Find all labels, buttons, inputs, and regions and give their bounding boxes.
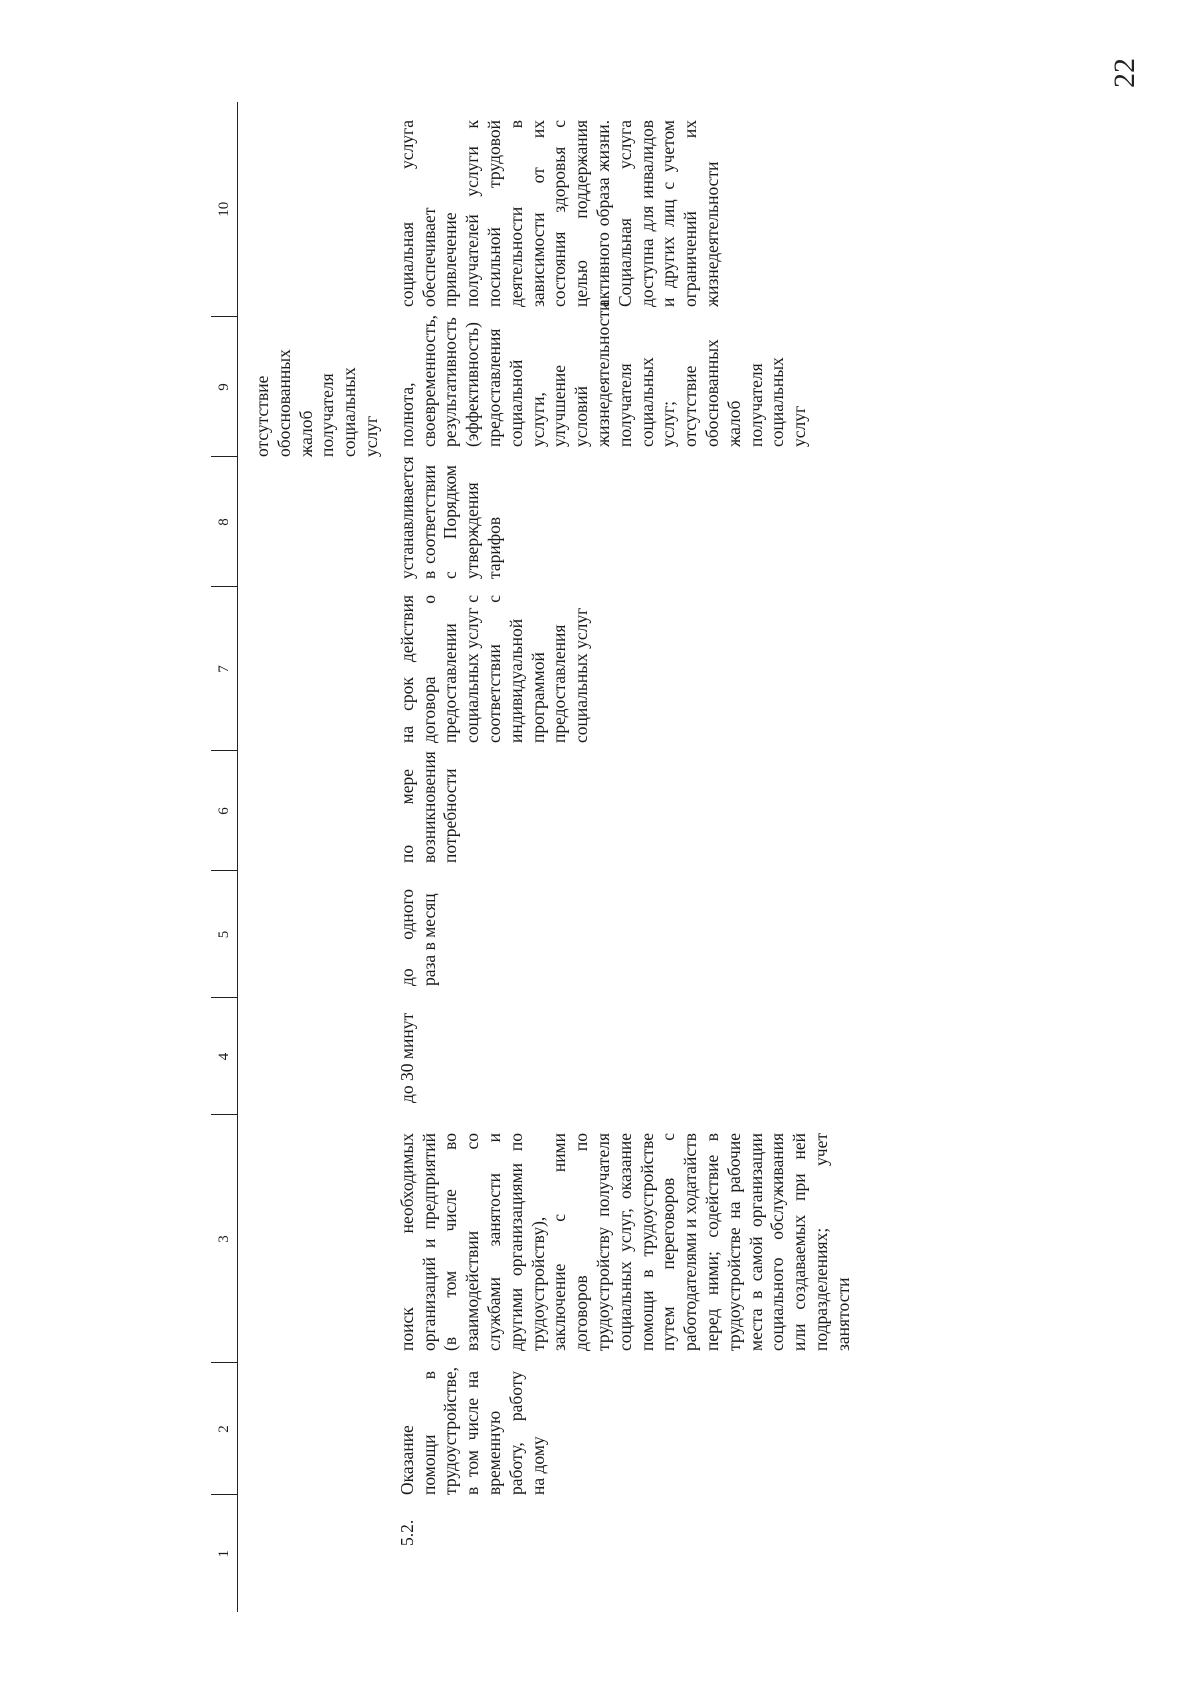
notes-cell: социальная услуга обеспечивает привлечение получателей услуги к посильной трудовой деятельности в зависимости от их состояния здоровья с целью поддержания активного образа жизни. Социальная услуга доступна для инвалидов и других лиц с учетом ограничений их жизнедеятельности [396,120,722,307]
header-col-7: 7 [211,587,238,751]
header-row [211,102,238,1612]
header-col-10: 10 [211,102,238,317]
header-col-4: 4 [211,998,238,1115]
header-col-9: 9 [211,317,238,457]
frequency-cell: до одного раза в месяц [396,889,439,986]
row-number-cell: 5.2. [396,1519,417,1546]
header-col-3: 3 [211,1115,238,1363]
service-name-cell: Оказание помощи в трудоустройстве, в том числе на временную работу, работу на дому [396,1367,548,1495]
table-row [383,102,855,1612]
quality-cell: полнота, своевременность, результативность (эффективность) предоставления социальной услуги, улучшение условий жизнедеятельности получателя социальных услуг; отсутствие обоснованных жалоб получателя социальных услуг [396,301,810,447]
duration-cell: до 30 минут [396,1012,417,1103]
header-col-1: 1 [211,1495,238,1612]
page-number: 22 [1108,58,1141,88]
services-table [211,102,991,1612]
header-col-2: 2 [211,1363,238,1495]
service-description-cell: поиск необходимых организаций и предприятий (в том числе во взаимодействии со службами занятости и другими организациями по трудоустройству), заключение с ними договоров по трудоустройству получателя социальных услуг, оказание помощи в трудоустройстве путем переговоров с работодателями и ходатайств перед ними; содействие в трудоустройстве на рабочие места в самой организации социального обслуживания или создаваемых при ней подразделениях; учет занятости [396,1133,853,1351]
term-cell: на срок действия договора о предоставлении социальных услуг с соответствии с индивидуальной программой предоставления социальных услуг [396,595,592,743]
header-col-6: 6 [211,751,238,871]
continuation-row [238,102,383,1612]
header-col-5: 5 [211,871,238,998]
prev-row-quality-cell: отсутствие обоснованных жалоб получателя социальных услуг [252,349,381,457]
tariff-cell: устанавливается в соответствии с Порядком утверждения тарифов [396,456,504,579]
when-cell: по мере возникновения потребности [396,751,461,863]
header-col-8: 8 [211,457,238,587]
